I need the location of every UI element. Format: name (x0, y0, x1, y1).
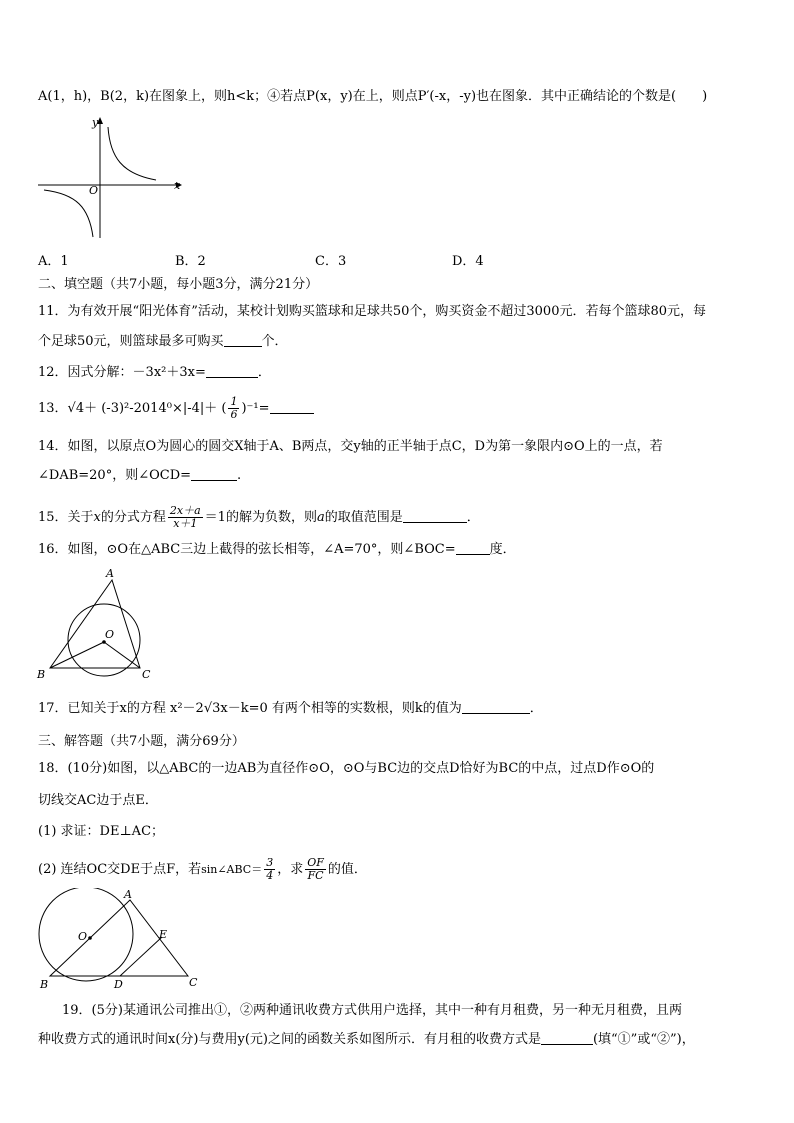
q10-option-d: D．4 (452, 254, 484, 269)
q11-answer-blank (224, 346, 262, 347)
q13-answer-blank (270, 413, 314, 414)
q12-text: 12．因式分解：－3x²＋3x= (38, 365, 206, 380)
q18-part1: (1) 求证：DE⊥AC； (38, 824, 165, 839)
q18-part2 (38, 857, 367, 882)
label-b: B (37, 668, 46, 681)
q15-line (38, 505, 480, 530)
q14-line2 (38, 467, 241, 485)
q19-line1: 19．(5分)某通讯公司推出①，②两种通讯收费方式供用户选择，其中一种有月租费，另一种无月租费，且两 (62, 1003, 682, 1018)
q18-p2-text-a: (2) 连结OC交DE于点F，若 (38, 862, 202, 877)
x-axis-label: x (174, 179, 181, 192)
q10-text: A(1，h)，B(2，k)在图象上，则h<k；④若点P(x，y)在上，则点P′(-x，-y)也在图象．其中正确结论的个数是( ) (38, 89, 708, 104)
q19-text-b: (填“①”或“②”)， (592, 1032, 695, 1047)
q13-pre: 13． (38, 401, 68, 416)
label-o: O (78, 930, 88, 943)
q14-line1: 14．如图，以原点O为圆心的圆交X轴于A、B两点，交y轴的正半轴于点C，D为第一象限内⊙O上的一点，若 (38, 439, 663, 454)
q15-pre: 15．关于 (38, 510, 94, 525)
q17-answer-blank (462, 713, 530, 714)
q14-text-a: ∠DAB=20°，则∠OCD= (38, 468, 192, 483)
q18-sin: sin∠ABC＝ (201, 863, 263, 876)
q11-line1: 11．为有效开展“阳光体育”活动，某校计划购买篮球和足球共50个，购买资金不超过3000元．若每个篮球80元，每 (38, 304, 707, 319)
label-o: O (105, 628, 115, 641)
q18-ratio-num: OF (307, 856, 324, 869)
hyperbola-branch-1 (108, 127, 156, 180)
q18-ratio-den: FC (307, 869, 324, 882)
q19-text-a: 种收费方式的通讯时间x(分)与费用y(元)之间的函数关系如图所示．有月租的收费方式是 (38, 1032, 541, 1047)
label-e: E (159, 928, 168, 941)
q18-sin-num: 3 (266, 856, 274, 869)
triangle-abc (50, 900, 188, 976)
q15-var-x: x (93, 510, 101, 525)
q12-line (38, 364, 271, 382)
q15-mid: 的分式方程 (100, 510, 166, 525)
q19-line2 (38, 1031, 695, 1049)
q17-line (38, 700, 543, 718)
q13-fraction (228, 396, 239, 421)
q18-ratio-fraction (305, 857, 326, 882)
segment-oc (104, 642, 140, 668)
q13-frac-den: 6 (230, 408, 238, 421)
q10-option-b: B．2 (175, 254, 206, 269)
q18-circle-triangle-figure (34, 888, 204, 992)
q13-post: )⁻¹= (241, 401, 270, 416)
section-3-heading: 三、解答题（共7小题，满分69分） (38, 734, 245, 749)
q18-line1: 18．(10分)如图，以△ABC的一边AB为直径作⊙O，⊙O与BC边的交点D恰好为BC的中点，过点D作⊙O的 (38, 761, 655, 776)
q13-frac-num: 1 (230, 395, 238, 408)
q11-line2 (38, 333, 288, 351)
label-c: C (142, 668, 151, 681)
q15-eq: ＝1 (204, 510, 226, 525)
q11-text-a: 个足球50元，则篮球最多可购买 (38, 334, 224, 349)
q13-expression: √4＋ (-3)²-2014⁰×|-4|＋ ( (67, 401, 227, 416)
q16-answer-blank (456, 554, 490, 555)
y-axis-label: y (92, 116, 99, 129)
point-o (88, 936, 92, 940)
label-d: D (114, 978, 123, 991)
q15-end: ． (466, 510, 480, 525)
q17-text: 17．已知关于x的方程 x²－2√3x－k=0 有两个相等的实数根，则k的值为 (38, 701, 462, 716)
q15-frac-num: 2x＋a (169, 504, 201, 517)
q16-end: 度． (489, 542, 516, 557)
q15-post: 的解为负数，则 (225, 510, 317, 525)
q12-answer-blank (206, 377, 258, 378)
label-b: B (40, 978, 49, 991)
tangent-de (120, 937, 162, 976)
q15-answer-blank (403, 522, 467, 523)
q10-option-a: A．1 (38, 254, 69, 269)
q16-line (38, 541, 516, 559)
q18-sin-den: 4 (266, 869, 274, 882)
q16-text: 16．如图，⊙O在△ABC三边上截得的弦长相等，∠A=70°，则∠BOC= (38, 542, 456, 557)
q18-line2: 切线交AC边于点E． (38, 793, 158, 808)
q15-var-a: a (316, 510, 325, 525)
hyperbola-branch-2 (44, 190, 93, 237)
q19-answer-blank (541, 1044, 593, 1045)
q12-end: ． (257, 365, 271, 380)
q10-hyperbola-graph (36, 112, 186, 242)
label-a: A (106, 567, 114, 580)
label-c: C (189, 976, 198, 989)
q13-line (38, 396, 314, 421)
q10-option-c: C．3 (315, 254, 347, 269)
section-2-heading: 二、填空题（共7小题，每小题3分，满分21分） (38, 277, 319, 292)
q18-p2-text-b: ，求 (277, 862, 304, 877)
q14-answer-blank (191, 480, 237, 481)
circle-o (68, 604, 140, 676)
triangle-abc (50, 580, 140, 668)
q18-p2-text-c: 的值． (327, 862, 367, 877)
q14-text-b: . (237, 468, 242, 483)
q11-text-b: 个． (261, 334, 288, 349)
q15-frac-den: x＋1 (173, 517, 198, 530)
label-a: A (124, 888, 132, 901)
q15-post2: 的取值范围是 (324, 510, 403, 525)
q16-triangle-circle-figure (34, 566, 164, 682)
q15-fraction (168, 505, 203, 530)
q17-end: ． (529, 701, 543, 716)
q18-sin-fraction (264, 857, 275, 882)
origin-label: O (89, 184, 99, 197)
